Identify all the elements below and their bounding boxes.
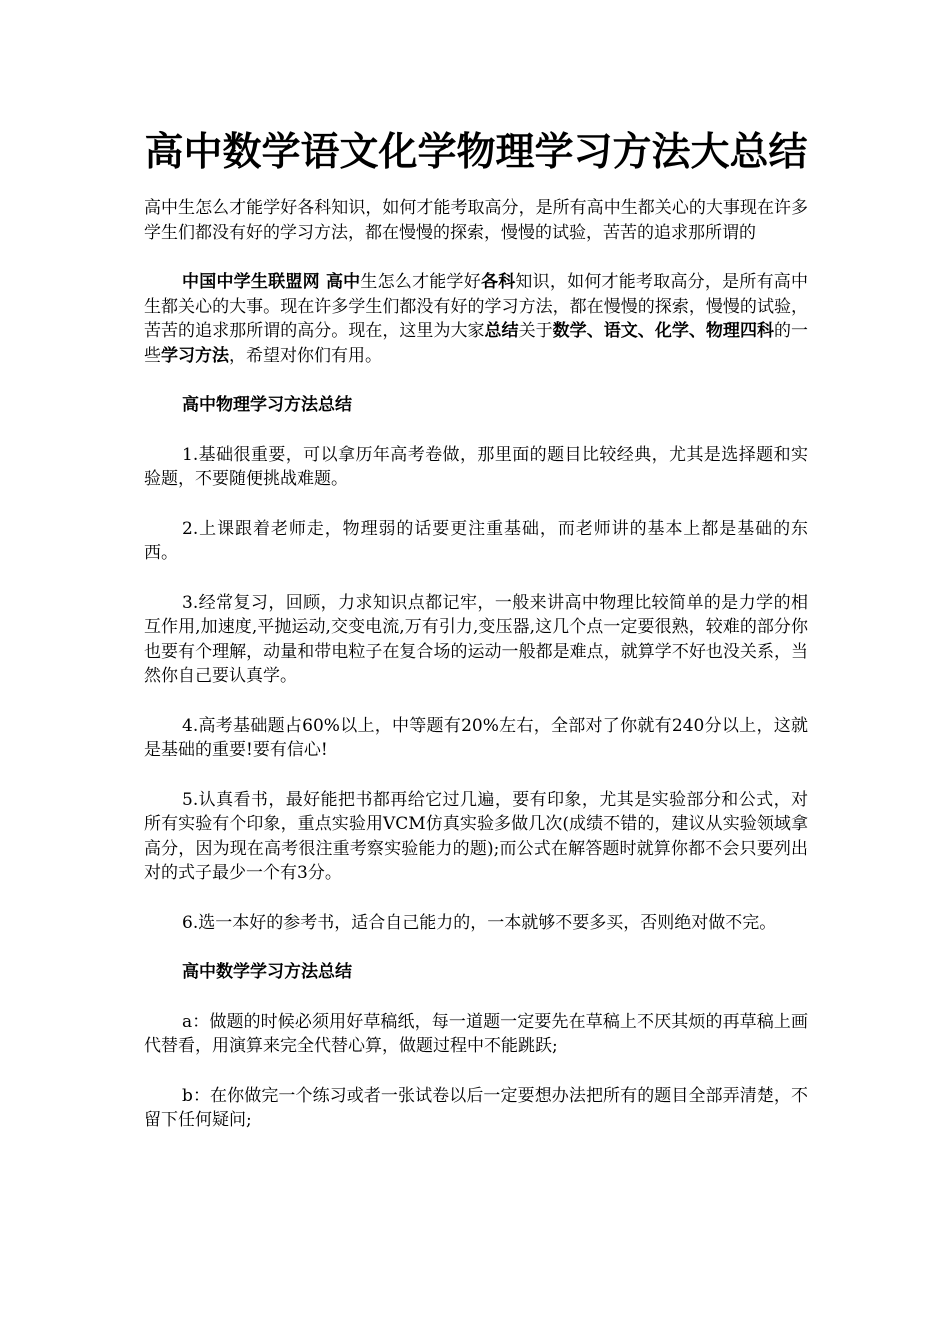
- lead-bold-subjects: 各科: [480, 272, 516, 292]
- physics-item-6: 6.选一本好的参考书，适合自己能力的，一本就够不要多买，否则绝对做不完。: [182, 912, 777, 933]
- lead-bold-methods: 学习方法: [161, 345, 229, 366]
- lead-text-3: 关于: [518, 321, 553, 341]
- math-heading: 高中数学学习方法总结: [182, 962, 352, 982]
- lead-paragraph: [144, 270, 808, 368]
- physics-item-4: 4.高考基础题占60%以上，中等题有20%左右，全部对了你就有240分以上，这就是基础的重要!要有信心!: [144, 715, 808, 760]
- lead-text-2: 知识，如何才能考取高分，是所有高中生都关心的大事。现在许多学生们都没有好的学习方法，都在慢慢的探索，慢慢的试验，苦苦的追求那所谓的高分。现在，这里为大家: [144, 272, 809, 341]
- lead-bold-summary: 总结: [484, 321, 519, 341]
- physics-heading: 高中物理学习方法总结: [182, 395, 352, 415]
- physics-item-3: 3.经常复习，回顾，力求知识点都记牢，一般来讲高中物理比较简单的是力学的相互作用,加速度,平抛运动,交变电流,万有引力,变压器,这几个点一定要很熟，较难的部分你也要有个理解，动量和带电粒子在复合场的运动一般都是难点，就算学不好也没关系，当然你自己要认真学。: [144, 592, 808, 686]
- lead-bold-four-subjects: 数学、语文、化学、物理四科: [552, 321, 774, 341]
- physics-item-5: 5.认真看书，最好能把书都再给它过几遍，要有印象，尤其是实验部分和公式，对所有实验有个印象，重点实验用VCM仿真实验多做几次(成绩不错的，建议从实验领域拿高分，因为现在高考很注重考察实验能力的题);而公式在解答题时就算你都不会只要列出对的式子最少一个有3分。: [144, 789, 808, 883]
- lead-text-1: 生怎么才能学好: [360, 272, 481, 292]
- math-item-b: b：在你做完一个练习或者一张试卷以后一定要想办法把所有的题目全部弄清楚，不留下任何疑问;: [144, 1085, 808, 1130]
- document-page: [144, 0, 808, 1133]
- document-title: 高中数学语文化学物理学习方法大总结: [144, 129, 808, 175]
- lead-text-4: 的一些: [144, 321, 809, 366]
- lead-text-5: ，希望对你们有用。: [229, 345, 382, 366]
- physics-item-1: 1.基础很重要，可以拿历年高考卷做，那里面的题目比较经典，尤其是选择题和实验题，不要随便挑战难题。: [144, 444, 808, 489]
- intro-paragraph: 高中生怎么才能学好各科知识，如何才能考取高分，是所有高中生都关心的大事现在许多学生们都没有好的学习方法，都在慢慢的探索，慢慢的试验，苦苦的追求那所谓的: [144, 198, 808, 243]
- physics-item-2: 2.上课跟着老师走，物理弱的话要更注重基础，而老师讲的基本上都是基础的东西。: [144, 518, 808, 563]
- math-item-a: a：做题的时候必须用好草稿纸，每一道题一定要先在草稿上不厌其烦的再草稿上画代替看，用演算来完全代替心算，做题过程中不能跳跃;: [144, 1011, 808, 1056]
- lead-bold-site: 中国中学生联盟网 高中: [182, 272, 361, 292]
